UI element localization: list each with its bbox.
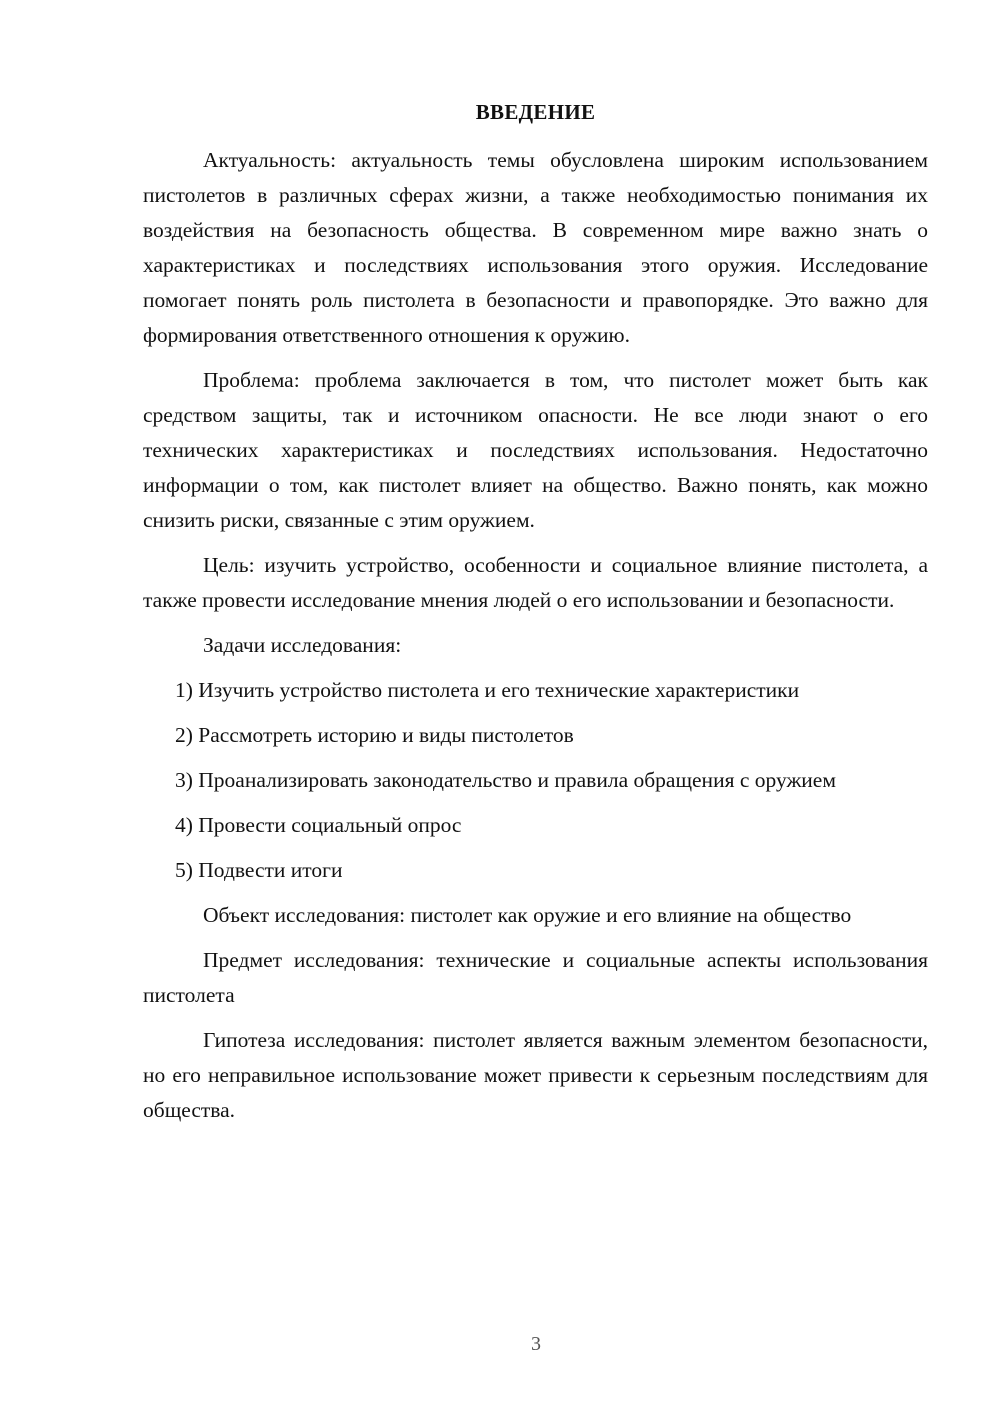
relevance-paragraph: Актуальность: актуальность темы обусловлена широким использованием пистолетов в различных сферах жизни, а также необходимостью понимания их воздействия на безопасность общества. В современном мире важно знать о характеристиках и последствиях использования этого оружия. Исследование помогает понять роль пистолета в безопасности и правопорядке. Это важно для формирования ответственного отношения к оружию. xyxy=(143,148,928,347)
page-number: 3 xyxy=(531,1333,541,1355)
subject-paragraph: Предмет исследования: технические и социальные аспекты использования пистолета xyxy=(143,948,928,1007)
object-paragraph: Объект исследования: пистолет как оружие и его влияние на общество xyxy=(203,903,852,927)
problem-paragraph: Проблема: проблема заключается в том, что пистолет может быть как средством защиты, так и источником опасности. Не все люди знают о его технических характеристиках и последствиях использования. Недостаточно информации о том, как пистолет влияет на общество. Важно понять, как можно снизить риски, связанные с этим оружием. xyxy=(143,368,928,532)
list-item: 5) Подвести итоги xyxy=(175,858,343,882)
list-item: 2) Рассмотреть историю и виды пистолетов xyxy=(175,723,574,747)
list-item: 3) Проанализировать законодательство и правила обращения с оружием xyxy=(175,768,836,792)
document-page xyxy=(143,95,928,1138)
tasks-heading: Задачи исследования: xyxy=(203,633,402,657)
list-item: 1) Изучить устройство пистолета и его технические характеристики xyxy=(175,678,800,702)
tasks-list xyxy=(143,673,928,888)
hypothesis-paragraph: Гипотеза исследования: пистолет является важным элементом безопасности, но его неправильное использование может привести к серьезным последствиям для общества. xyxy=(143,1028,928,1122)
goal-paragraph: Цель: изучить устройство, особенности и социальное влияние пистолета, а также провести исследование мнения людей о его использовании и безопасности. xyxy=(143,553,928,612)
section-title: ВВЕДЕНИЕ xyxy=(475,100,596,124)
list-item: 4) Провести социальный опрос xyxy=(175,813,462,837)
